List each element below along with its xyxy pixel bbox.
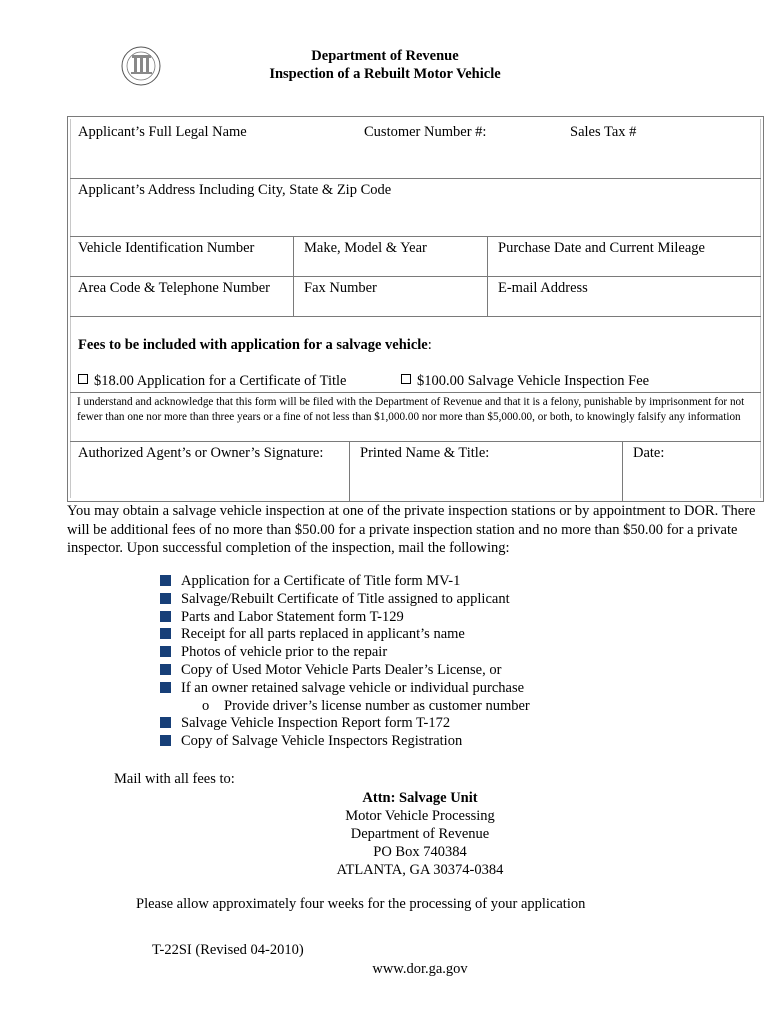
square-bullet-icon <box>160 593 171 604</box>
applicant-name-label: Applicant’s Full Legal Name <box>78 124 247 140</box>
email-label: E-mail Address <box>498 280 588 296</box>
address-field[interactable] <box>67 200 757 234</box>
instructions-paragraph: You may obtain a salvage vehicle inspection at one of the private inspection stations or by appointment to DOR. There will be additional fees of no more than $50.00 for a private inspection station and no more than $50.00 for a private inspector. Upon successful completion of the inspection, mail the following: <box>67 503 756 556</box>
required-documents-list <box>160 573 720 751</box>
fees-heading-text: Fees to be included with application for a salvage vehicle <box>78 337 428 353</box>
website-link[interactable]: www.dor.ga.gov <box>372 961 468 977</box>
printed-name-label: Printed Name & Title: <box>360 445 490 461</box>
square-bullet-icon <box>160 646 171 657</box>
square-bullet-icon <box>160 717 171 728</box>
list-item: Receipt for all parts replaced in applicant’s name <box>160 626 720 644</box>
acknowledgement-text: I understand and acknowledge that this form will be filed with the Department of Revenue and that it is a felony, punishable by imprisonment for not fewer than one nor more than three years or a fine of not less than $1,000.00 nor more than $5,000.00, or both, to knowingly falsify any information <box>77 396 745 423</box>
form-title: Inspection of a Rebuilt Motor Vehicle <box>269 66 501 82</box>
fax-label: Fax Number <box>304 280 377 296</box>
mail-line-3: PO Box 740384 <box>373 844 467 860</box>
form-number: T-22SI (Revised 04-2010) <box>152 942 304 958</box>
purchase-date-mileage-label: Purchase Date and Current Mileage <box>498 240 705 256</box>
mail-intro: Mail with all fees to: <box>114 771 235 787</box>
square-bullet-icon <box>160 664 171 675</box>
square-bullet-icon <box>160 575 171 586</box>
list-item: Salvage Vehicle Inspection Report form T-172 <box>160 715 720 733</box>
vin-label: Vehicle Identification Number <box>78 240 255 256</box>
fees-heading-colon: : <box>427 337 432 353</box>
list-item: Photos of vehicle prior to the repair <box>160 644 720 662</box>
processing-note: Please allow approximately four weeks for the processing of your application <box>136 896 586 912</box>
list-item: Copy of Salvage Vehicle Inspectors Registration <box>160 733 720 751</box>
list-item: Parts and Labor Statement form T-129 <box>160 609 720 627</box>
list-item: Salvage/Rebuilt Certificate of Title assigned to applicant <box>160 591 720 609</box>
square-bullet-icon <box>160 735 171 746</box>
list-item: Application for a Certificate of Title form MV-1 <box>160 573 720 591</box>
square-bullet-icon <box>160 682 171 693</box>
fees-heading <box>67 337 432 354</box>
fee-inspection-label: $100.00 Salvage Vehicle Inspection Fee <box>417 373 650 389</box>
sub-bullet: o <box>202 697 210 714</box>
fee-inspection-option[interactable] <box>390 373 649 390</box>
date-label: Date: <box>633 445 665 461</box>
square-bullet-icon <box>160 628 171 639</box>
signature-label: Authorized Agent’s or Owner’s Signature: <box>78 445 324 461</box>
sales-tax-label: Sales Tax # <box>570 124 637 140</box>
sub-list-item: o Provide driver’s license number as customer number <box>202 697 530 714</box>
telephone-label: Area Code & Telephone Number <box>78 280 270 296</box>
mail-line-2: Department of Revenue <box>350 826 490 842</box>
address-label: Applicant’s Address Including City, State & Zip Code <box>78 182 392 198</box>
mail-line-1: Motor Vehicle Processing <box>345 808 495 824</box>
department-heading: Department of Revenue <box>311 48 459 64</box>
list-item: Copy of Used Motor Vehicle Parts Dealer’s License, or <box>160 662 720 680</box>
fee-title-checkbox[interactable] <box>78 374 88 384</box>
fee-title-option[interactable] <box>67 373 347 390</box>
mail-attn: Attn: Salvage Unit <box>362 790 478 806</box>
list-item: If an owner retained salvage vehicle or individual purchase <box>160 680 720 698</box>
make-model-year-label: Make, Model & Year <box>304 240 427 256</box>
square-bullet-icon <box>160 611 171 622</box>
mail-line-4: ATLANTA, GA 30374-0384 <box>336 862 504 878</box>
application-form <box>67 116 764 502</box>
fee-inspection-checkbox[interactable] <box>401 374 411 384</box>
fee-title-label: $18.00 Application for a Certificate of Title <box>94 373 347 389</box>
customer-number-label: Customer Number #: <box>364 124 487 140</box>
applicant-name-field[interactable] <box>67 140 757 176</box>
